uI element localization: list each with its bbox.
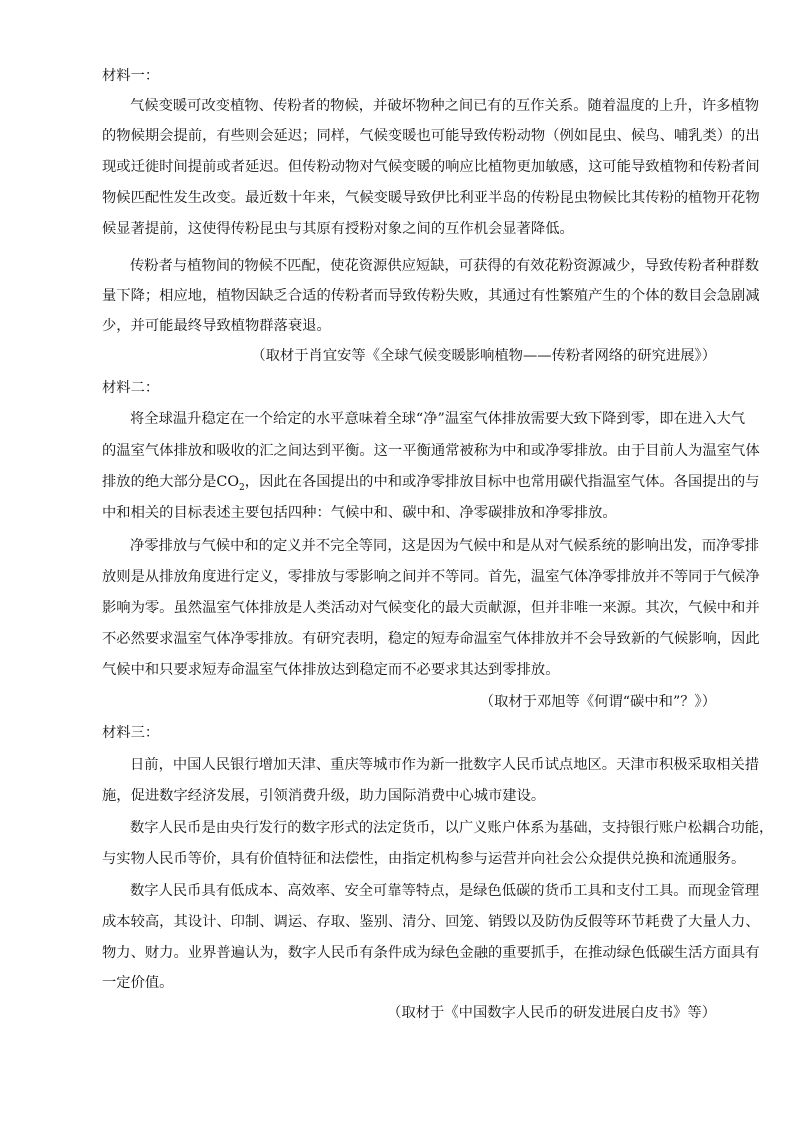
material1-p2-line: 量下降；相应地，植物因缺乏合适的传粉者而导致传粉失败，其通过有性繁殖产生的个体的数目会急剧减 (102, 288, 760, 304)
material3-p3-line: 数字人民币具有低成本、高效率、安全可靠等特点，是绿色低碳的货币工具和支付工具。而现金管理 (130, 883, 760, 899)
material2-p2-line: 气候中和只要求短寿命温室气体排放达到稳定而不必要求其达到零排放。 (102, 662, 560, 678)
material1-p1-line: 气候变暖可改变植物、传粉者的物候，并破坏物种之间已有的互作关系。随着温度的上升，许多植物 (130, 98, 760, 114)
co2-subscript: 2 (239, 482, 245, 493)
material1-source: （取材于肖宜安等《全球气候变暖影响植物——传粉者网络的研究进展》） (251, 348, 716, 364)
material1-p1-line: 的物候期会提前，有些则会延迟；同样，气候变暖也可能导致传粉动物（例如昆虫、候鸟、哺乳类）的出 (102, 128, 760, 144)
material2-p2-line: 不必然要求温室气体净零排放。有研究表明，稳定的短寿命温室气体排放并不会导致新的气候影响，因此 (102, 631, 760, 647)
material3-source: （取材于《中国数字人民币的研发进展白皮书》等） (387, 1005, 716, 1021)
material2-p2-line: 影响为零。虽然温室气体排放是人类活动对气候变化的最大贡献源，但并非唯一来源。其次，气候中和并 (102, 600, 760, 616)
material2-p1-line: 将全球温升稳定在一个给定的水平意味着全球“净”温室气体排放需要大致下降到零，即在进入大气 (130, 411, 746, 427)
material2-p2-line: 净零排放与气候中和的定义并不完全等同，这是因为气候中和是从对气候系统的影响出发，而净零排 (130, 538, 760, 554)
co2-text-before: 排放的绝大部分是CO (102, 474, 240, 490)
material1-p1-line: 候显著提前，这使得传粉昆虫与其原有授粉对象之间的互作机会显著降低。 (102, 221, 574, 237)
material2-p1-line: 的温室气体排放和吸收的汇之间达到平衡。这一平衡通常被称为中和或净零排放。由于目前人为温室气体 (102, 443, 760, 459)
material2-p1-line-co2 (102, 472, 760, 493)
material1-p2-line: 传粉者与植物间的物候不匹配，使花资源供应短缺，可获得的有效花粉资源减少，导致传粉者种群数 (130, 258, 760, 274)
material1-p1-line: 物候匹配性发生改变。最近数十年来，气候变暖导致伊比利亚半岛的传粉昆虫物候比其传粉的植物开花物 (102, 190, 760, 206)
material2-p2-line: 放则是从排放角度进行定义，零排放与零影响之间并不等同。首先，温室气体净零排放并不等同于气候净 (102, 569, 760, 585)
material3-p3-line: 一定价值。 (102, 975, 174, 991)
material2-source: （取材于邓旭等《何谓“碳中和”？》） (479, 694, 716, 710)
material1-p2-line: 少，并可能最终导致植物群落衰退。 (102, 318, 331, 334)
material3-heading: 材料三： (102, 725, 160, 741)
material1-p1-line: 现或迁徙时间提前或者延迟。但传粉动物对气候变暖的响应比植物更加敏感，这可能导致植物和传粉者间 (102, 159, 760, 175)
material2-heading: 材料二： (102, 380, 160, 396)
material1-heading: 材料一： (102, 68, 160, 84)
material3-p1-line: 施，促进数字经济发展，引领消费升级，助力国际消费中心城市建设。 (102, 788, 546, 804)
material2-p1-line: 中和相关的目标表述主要包括四种：气候中和、碳中和、净零碳排放和净零排放。 (102, 505, 617, 521)
material3-p3-line: 成本较高，其设计、印制、调运、存取、鉴别、清分、回笼、销毁以及防伪反假等环节耗费了大量人力、 (102, 914, 760, 930)
material3-p2-line: 数字人民币是由央行发行的数字形式的法定货币，以广义账户体系为基础，支持银行账户松耦合功能， (130, 820, 774, 836)
co2-text-after: ，因此在各国提出的中和或净零排放目标中也常用碳代指温室气体。各国提出的与 (244, 474, 760, 490)
material3-p1-line: 日前，中国人民银行增加天津、重庆等城市作为新一批数字人民币试点地区。天津市积极采取相关措 (130, 757, 760, 773)
material3-p2-line: 与实物人民币等价，具有价值特征和法偿性，由指定机构参与运营并向社会公众提供兑换和流通服务。 (102, 851, 746, 867)
material3-p3-line: 物力、财力。业界普遍认为，数字人民币有条件成为绿色金融的重要抓手，在推动绿色低碳生活方面具有 (102, 945, 760, 961)
